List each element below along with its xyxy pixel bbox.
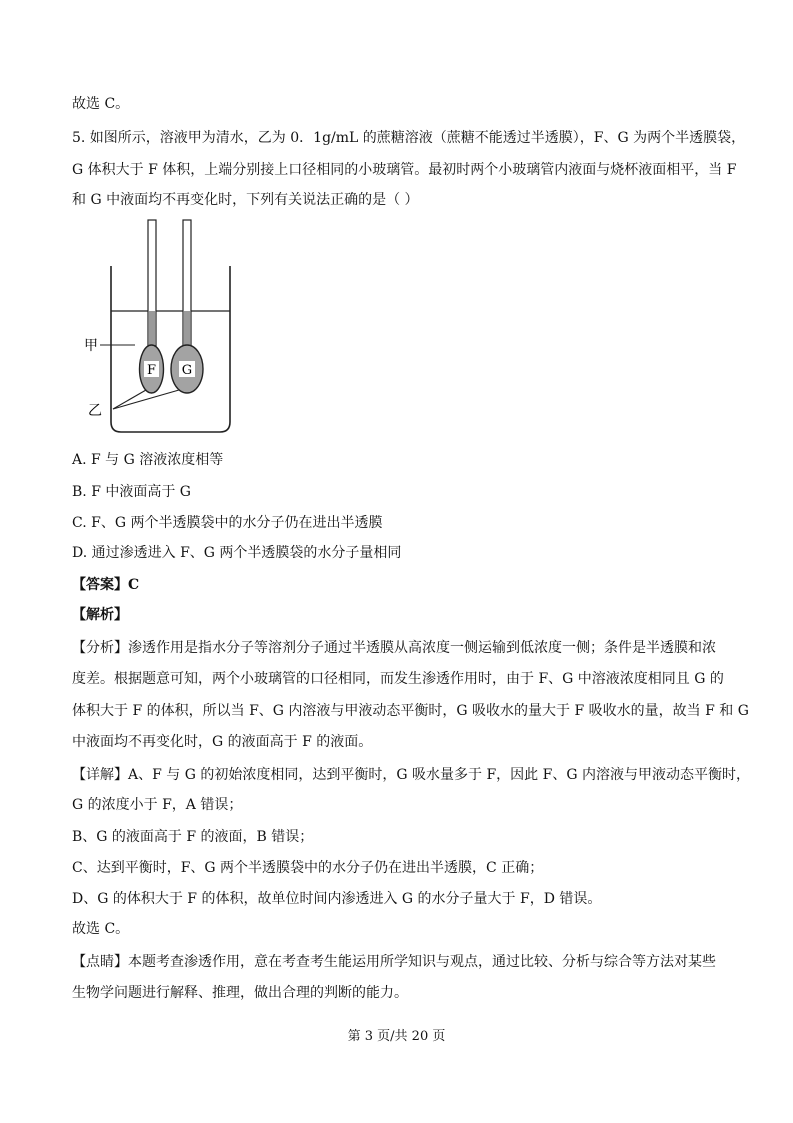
page-footer: 第 3 页/共 20 页 xyxy=(347,1029,446,1044)
osmosis-figure xyxy=(78,214,258,440)
option-c: C. F、G 两个半透膜袋中的水分子仍在进出半透膜 xyxy=(72,515,383,531)
leader-yi-g xyxy=(113,390,179,409)
analysis-heading: 【解析】 xyxy=(72,607,128,623)
detail-line-5: D、G 的体积大于 F 的体积，故单位时间内渗透进入 G 的水分子量大于 F，D 错误。 xyxy=(72,891,602,907)
tube-g-liquid xyxy=(184,311,190,346)
option-d: D. 通过渗透进入 F、G 两个半透膜袋的水分子量相同 xyxy=(72,545,402,561)
detail-line-6: 故选 C。 xyxy=(72,921,130,937)
line-1: 故选 C。 xyxy=(72,96,130,112)
question-5-line-1: 5. 如图所示，溶液甲为清水，乙为 0．1g/mL 的蔗糖溶液（蔗糖不能透过半透膜），F、G 为两个半透膜袋， xyxy=(72,130,746,146)
analysis-line-3: 体积大于 F 的体积，所以当 F、G 内溶液与甲液动态平衡时，G 吸收水的量大于 F 吸收水的量，故当 F 和 G xyxy=(72,703,749,719)
note-line-1: 【点睛】本题考查渗透作用，意在考查考生能运用所学知识与观点，通过比较、分析与综合等方法对某些 xyxy=(72,954,716,970)
label-yi: 乙 xyxy=(88,403,102,419)
detail-line-3: B、G 的液面高于 F 的液面，B 错误； xyxy=(72,829,314,845)
detail-line-1: 【详解】A、F 与 G 的初始浓度相同，达到平衡时，G 吸水量多于 F，因此 F、G 内溶液与甲液动态平衡时， xyxy=(72,767,750,783)
question-5-line-2: G 体积大于 F 体积，上端分别接上口径相同的小玻璃管。最初时两个小玻璃管内液面与烧杯液面相平，当 F xyxy=(72,162,737,178)
bag-g-label: G xyxy=(181,363,193,378)
bag-f-label: F xyxy=(146,363,157,378)
analysis-line-4: 中液面均不再变化时，G 的液面高于 F 的液面。 xyxy=(72,734,373,750)
tube-f-liquid xyxy=(149,311,155,346)
option-b: B. F 中液面高于 G xyxy=(72,484,191,500)
note-line-2: 生物学问题进行解释、推理，做出合理的判断的能力。 xyxy=(72,985,408,1001)
analysis-line-1: 【分析】渗透作用是指水分子等溶剂分子通过半透膜从高浓度一侧运输到低浓度一侧；条件是半透膜和浓 xyxy=(72,640,716,656)
beaker-outline xyxy=(111,266,230,432)
label-jia: 甲 xyxy=(84,338,98,354)
analysis-line-2: 度差。根据题意可知，两个小玻璃管的口径相同，而发生渗透作用时，由于 F、G 中溶液浓度相同且 G 的 xyxy=(72,671,724,687)
answer: 【答案】C xyxy=(72,577,140,593)
detail-line-2: G 的浓度小于 F，A 错误； xyxy=(72,797,243,813)
option-a: A. F 与 G 溶液浓度相等 xyxy=(72,452,224,468)
leader-yi-f xyxy=(113,390,146,409)
question-5-line-3: 和 G 中液面均不再变化时，下列有关说法正确的是（ ） xyxy=(72,192,419,208)
detail-line-4: C、达到平衡时，F、G 两个半透膜袋中的水分子仍在进出半透膜，C 正确； xyxy=(72,860,544,876)
